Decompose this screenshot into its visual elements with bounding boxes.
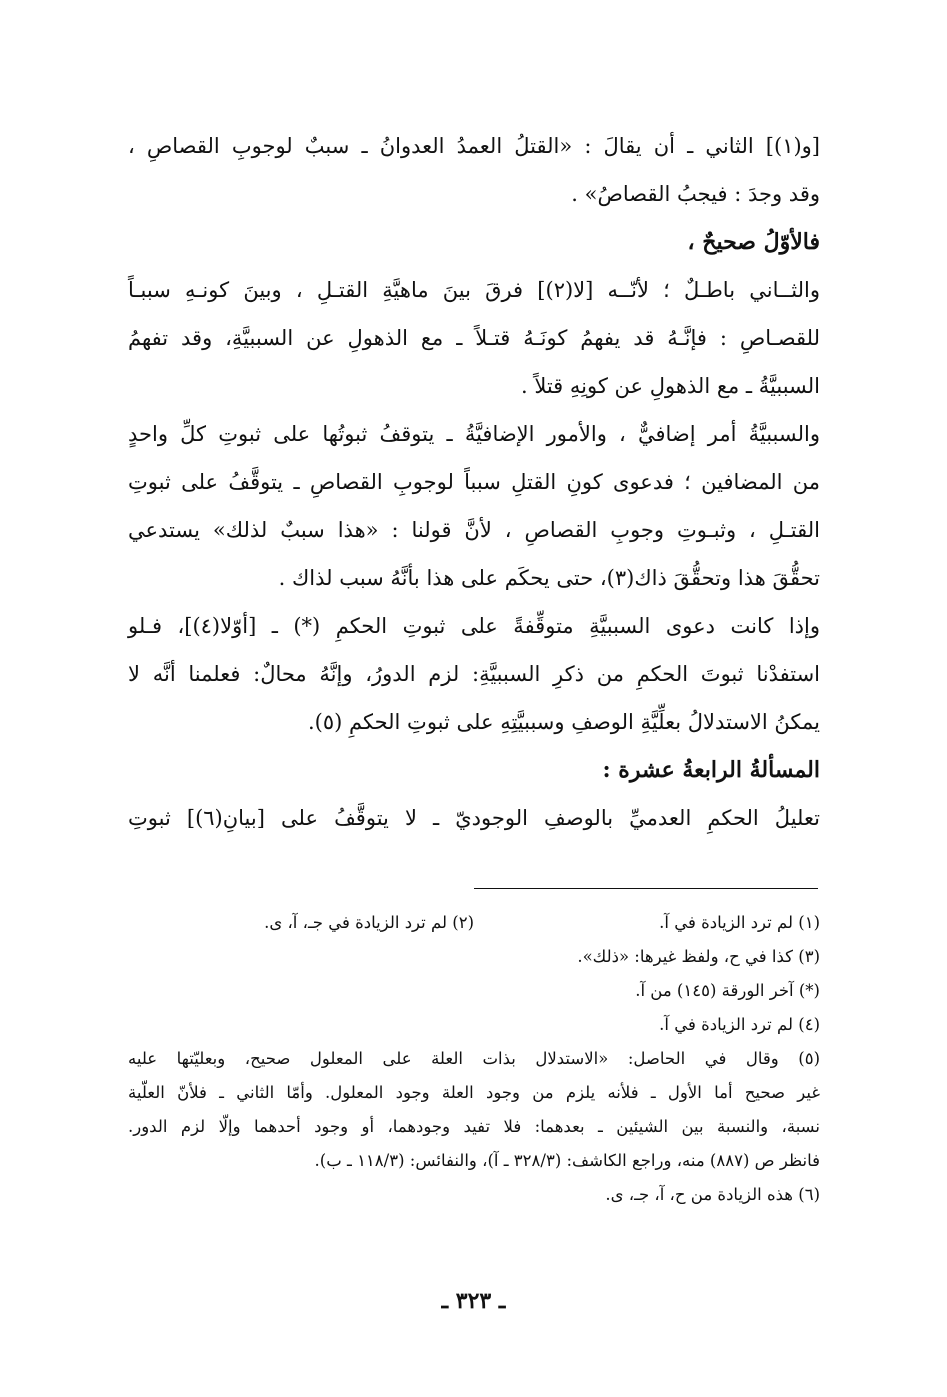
text-line: يمكنُ الاستدلالُ بعلِّيَّةِ الوصفِ وسببيَّتِهِ على ثبوتِ الحكمِ (٥). bbox=[308, 710, 820, 734]
paragraph-4 bbox=[128, 602, 820, 746]
paragraph-5 bbox=[128, 794, 820, 842]
footnote-1: (١) لم ترد الزيادة في آ. bbox=[659, 913, 820, 932]
text-line: للقصـاصِ : فإنَّـهُ قد يفهمُ كونَـهُ قتـلاً ـ مع الذهولِ عن السببيَّةِ، وقد تفهمُ bbox=[128, 326, 820, 350]
page-number: ـ ٣٢٣ ـ bbox=[441, 1288, 506, 1314]
footnote-6: (٦) هذه الزيادة من ح، آ، جـ، ى. bbox=[605, 1185, 820, 1204]
statement-first-valid: فالأوّلُ صحيحٌ ، bbox=[687, 229, 820, 255]
footnote-separator bbox=[474, 888, 818, 889]
paragraph-2 bbox=[128, 266, 820, 410]
text-line: والسببيَّةُ أمر إضافيٌّ ، والأمور الإضافيَّةُ ـ يتوقفُ ثبوتُها على ثبوتِ كلِّ واحدٍ bbox=[128, 422, 820, 446]
footnote-line: فانظر ص (٨٨٧) منه، وراجع الكاشف: (٣٢٨/٣ ـ آ)، والنفائس: (١١٨/٣ ـ ب). bbox=[314, 1151, 820, 1170]
text-line: وإذا كانت دعوى السببيَّةِ متوقِّفةً على ثبوتِ الحكمِ (*) ـ [أوّلا(٤)]، فـلو bbox=[128, 614, 820, 638]
footnote-4: (٤) لم ترد الزيادة في آ. bbox=[659, 1015, 820, 1034]
text-line: [و(١)] الثاني ـ أن يقالَ : «القتلُ العمدُ العدوانُ ـ سببٌ لوجوبِ القصاصِ ، bbox=[128, 134, 820, 158]
footnote-row bbox=[128, 906, 820, 940]
footnote-line: (٥) وقال في الحاصل: «الاستدلال بذات العلة على المعلول صحيح، وبعليّتها عليه bbox=[128, 1049, 820, 1068]
footnote-star: (*) آخر الورقة (١٤٥) من آ. bbox=[635, 981, 820, 1000]
text-line: القتـلِ ، وثبـوتِ وجوبِ القصاصِ ، لأنَّ قولنا : «هذا سببٌ لذلك» يستدعي bbox=[128, 518, 820, 542]
text-line: وقد وجدَ : فيجبُ القصاصُ» . bbox=[571, 182, 820, 206]
paragraph-1 bbox=[128, 122, 820, 218]
text-line: السببيَّةُ ـ مع الذهولِ عن كونِهِ قتلاً . bbox=[520, 374, 820, 398]
footnote-5 bbox=[128, 1042, 820, 1178]
text-line: تحقُّقَ هذا وتحقُّقَ ذاك(٣)، حتى يحكَم على هذا بأنَّهُ سبب لذاك . bbox=[278, 566, 820, 590]
text-line: من المضافين ؛ فدعوى كونِ القتلِ سبباً لوجوبِ القصاصِ ـ يتوقَّفُ على ثبوتِ bbox=[128, 470, 820, 494]
main-text bbox=[128, 122, 820, 842]
footnote-2: (٢) لم ترد الزيادة في جـ، آ، ى. bbox=[264, 913, 474, 932]
footnote-line: غير صحيح أما الأول ـ فلأنه يلزم من وجود العلة وجود المعلول. وأمّا الثاني ـ فلأنّ العلّية bbox=[128, 1083, 820, 1102]
text-line: والثــاني باطـلٌ ؛ لأنّــه [لا(٢)] فرقَ بينَ ماهيَّةِ القتـلِ ، وبينَ كونـهِ سببـاً bbox=[128, 278, 821, 302]
footnotes bbox=[128, 906, 820, 1212]
section-heading: المسألةُ الرابعةُ عشرة : bbox=[602, 757, 820, 783]
paragraph-3 bbox=[128, 410, 820, 602]
footnote-3: (٣) كذا في ح، ولفظ غيرها: «ذلك». bbox=[577, 947, 820, 966]
text-line: استفدْنا ثبوتَ الحكمِ من ذكرِ السببيَّةِ: لزم الدورُ، وإنَّهُ محالٌ: فعلمنا أنَّه لا bbox=[128, 662, 820, 686]
footnote-line: نسبة، والنسبة بين الشيئين ـ بعدهما: فلا تفيد وجودهما، أو وجود أحدهما وإلّا لزم الدور. bbox=[128, 1117, 820, 1136]
text-line: تعليلُ الحكمِ العدميِّ بالوصفِ الوجوديّ ـ لا يتوقَّفُ على [بيانِ(٦)] ثبوتِ bbox=[128, 806, 820, 830]
